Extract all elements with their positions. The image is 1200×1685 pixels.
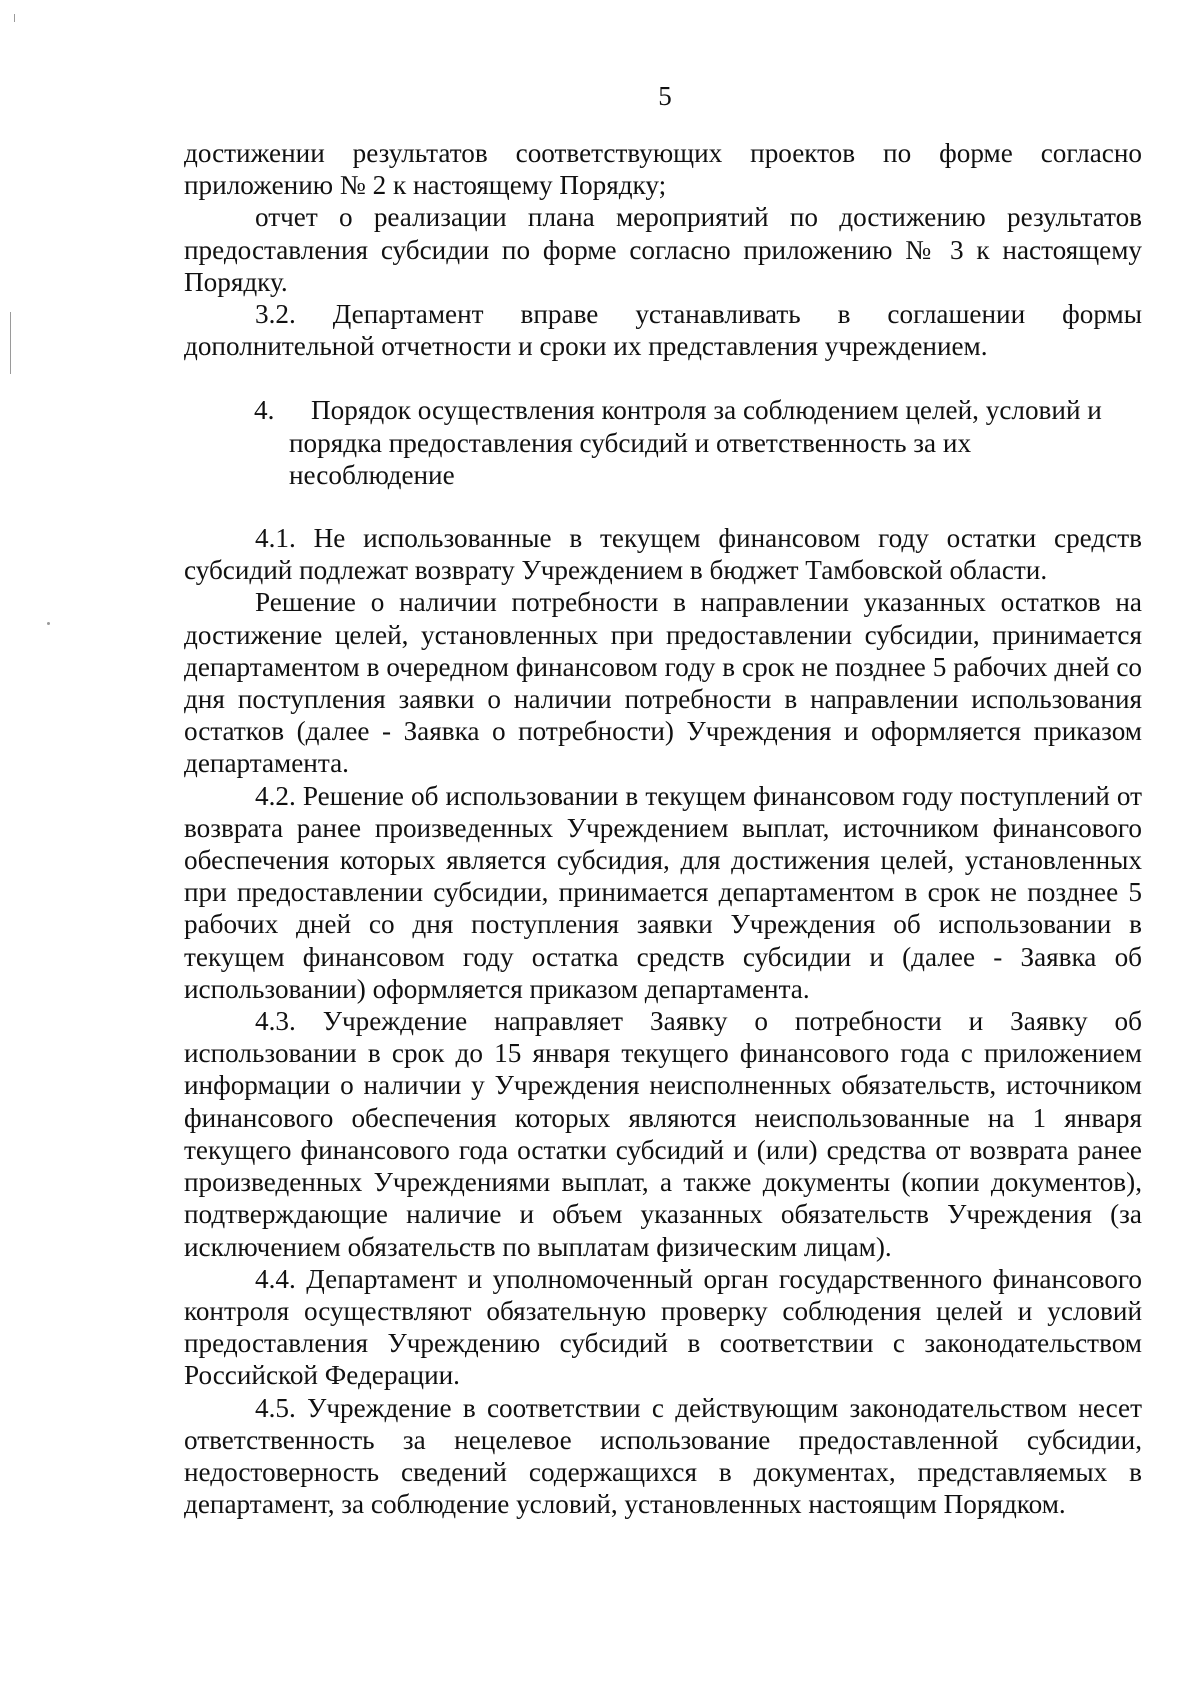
section-title-line-2: порядка предоставления субсидий и ответственность за их несоблюдение — [289, 427, 972, 490]
paragraph-4-3: 4.3. Учреждение направляет Заявку о потребности и Заявку об использовании в срок до 15 января текущего финансового года с приложением информации о наличии у Учреждения неисполненных обязательств, источником финансового обеспечения которых являются неиспользованные на 1 января текущего финансового года остатки субсидий и (или) средства от возврата ранее произведенных Учреждениями выплат, а также документы (копии документов), подтверждающие наличие и объем указанных обязательств Учреждения (за исключением обязательств по выплатам физическим лицам). — [184, 1006, 1142, 1262]
scan-mark — [14, 14, 15, 22]
paragraph-report-plan: отчет о реализации плана мероприятий по достижению результатов предоставления субсидии по форме согласно приложению № 3 к настоящему Порядку. — [184, 202, 1142, 297]
section-number: 4. — [254, 395, 275, 426]
paragraph-decision-needs: Решение о наличии потребности в направлении указанных остатков на достижение целей, установленных при предоставлении субсидии, принимается департаментом в очередном финансовом году в срок не позднее 5 рабочих дней со дня поступления заявки о наличии потребности в направлении использования остатков (далее - Заявка о потребности) Учреждения и оформляется приказом департамента. — [184, 587, 1142, 779]
paragraph-3-2: 3.2. Департамент вправе устанавливать в соглашении формы дополнительной отчетности и сроки их представления учреждением. — [184, 299, 1142, 362]
section-title-line-1: Порядок осуществления контроля за соблюдением целей, условий и — [311, 395, 1102, 426]
document-body — [184, 137, 1142, 1520]
paragraph-4-2: 4.2. Решение об использовании в текущем финансовом году поступлений от возврата ранее произведенных Учреждением выплат, источником финансового обеспечения которых является субсидия, для достижения целей, установленных при предоставлении субсидии, принимается департаментом в срок не позднее 5 рабочих дней со дня поступления заявки Учреждения об использовании в текущем финансовом году остатка средств субсидии и (далее - Заявка об использовании) оформляется приказом департамента. — [184, 780, 1142, 1004]
scan-mark — [10, 312, 11, 374]
paragraph-4-1: 4.1. Не использованные в текущем финансовом году остатки средств субсидий подлежат возврату Учреждением в бюджет Тамбовской области. — [184, 523, 1142, 586]
scan-mark — [47, 622, 50, 625]
paragraph-4-4: 4.4. Департамент и уполномоченный орган государственного финансового контроля осуществляют обязательную проверку соблюдения целей и условий предоставления Учреждению субсидий в соответствии с законодательством Российской Федерации. — [184, 1263, 1142, 1391]
page-number: 5 — [658, 81, 672, 111]
paragraph-4-5: 4.5. Учреждение в соответствии с действующим законодательством несет ответственность за нецелевое использование предоставленной субсидии, недостоверность сведений содержащихся в документах, представляемых в департамент, за соблюдение условий, установленных настоящим Порядком. — [184, 1392, 1142, 1520]
section-heading-line-1 — [254, 394, 1142, 426]
paragraph-continuation: достижении результатов соответствующих проектов по форме согласно приложению № 2 к настоящему Порядку; — [184, 138, 1142, 201]
section-4-heading — [184, 394, 1142, 491]
